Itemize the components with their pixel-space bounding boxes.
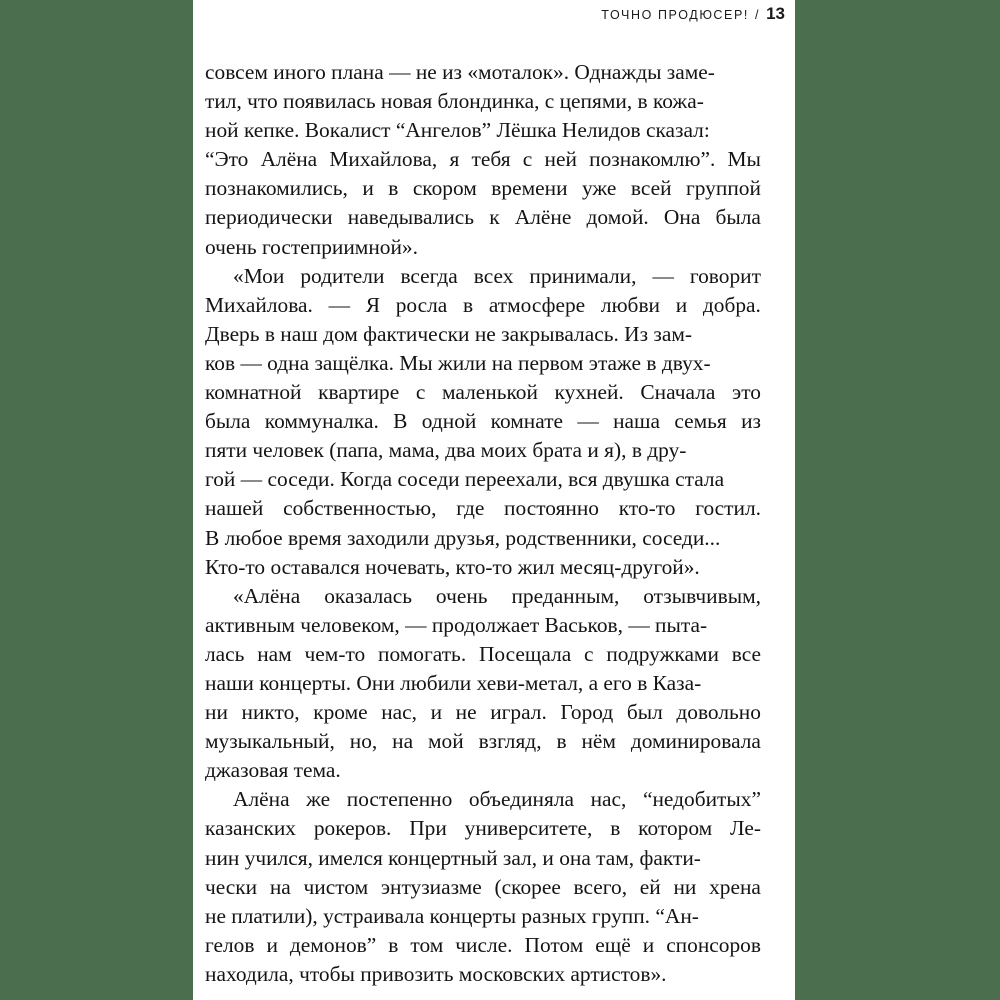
text-word: в bbox=[463, 292, 474, 317]
text-word: кто-то bbox=[618, 496, 676, 521]
text-word: времени bbox=[491, 176, 568, 201]
text-word: «Мои bbox=[233, 263, 285, 288]
text-word: родители bbox=[300, 263, 385, 288]
text-word: постепенно bbox=[346, 787, 453, 812]
text-word: Она bbox=[663, 205, 701, 230]
text-line: активным человеком, — продолжает Васьков, — пыта- bbox=[205, 612, 708, 637]
text-line: тил, что появилась новая блондинка, с цепями, в кожа- bbox=[205, 89, 704, 114]
text-word: демонов” bbox=[289, 932, 377, 957]
text-word: Мы bbox=[727, 147, 761, 172]
text-word: котором bbox=[638, 816, 713, 841]
text-word: с bbox=[584, 641, 594, 666]
text-word: При bbox=[409, 816, 447, 841]
text-word: познакомлю”. bbox=[589, 147, 716, 172]
text-word: в bbox=[556, 729, 567, 754]
text-word: одной bbox=[421, 409, 477, 434]
text-word: это bbox=[732, 380, 761, 405]
text-line: нин учился, имелся концертный зал, и она там, факти- bbox=[205, 845, 701, 870]
text-word: ней bbox=[544, 147, 577, 172]
text-line: находила, чтобы привозить московских артистов». bbox=[205, 961, 667, 986]
text-line bbox=[205, 494, 761, 523]
text-line bbox=[233, 785, 761, 814]
text-word: всегда bbox=[400, 263, 458, 288]
text-word: говорит bbox=[689, 263, 761, 288]
text-word: чистом bbox=[303, 874, 369, 899]
running-head-title: ТОЧНО ПРОДЮСЕР! bbox=[601, 8, 749, 22]
text-line bbox=[205, 931, 761, 960]
text-word: постоянно bbox=[504, 496, 599, 521]
text-word: отзывчивым, bbox=[643, 583, 761, 608]
text-word: нам bbox=[257, 641, 292, 666]
text-line bbox=[205, 814, 761, 843]
text-word: Алёна bbox=[233, 787, 290, 812]
text-word: добра. bbox=[702, 292, 761, 317]
text-word: росла bbox=[395, 292, 448, 317]
text-word: мой bbox=[427, 729, 464, 754]
body-text bbox=[205, 58, 761, 989]
text-word: периодически bbox=[205, 205, 333, 230]
text-word: — bbox=[328, 292, 350, 317]
text-word: спонсоров bbox=[666, 932, 761, 957]
text-word: и bbox=[642, 932, 655, 957]
text-line bbox=[205, 174, 761, 203]
text-line: наши концерты. Они любили хеви-метал, а его в Каза- bbox=[205, 670, 702, 695]
text-word: “недобитых” bbox=[642, 787, 761, 812]
text-line bbox=[205, 203, 761, 232]
text-line: ной кепке. Вокалист “Ангелов” Лёшка Нелидов сказал: bbox=[205, 118, 710, 143]
text-word: в bbox=[388, 932, 399, 957]
text-word: преданным, bbox=[511, 583, 620, 608]
text-word: Потом bbox=[524, 932, 584, 957]
text-word: ей bbox=[639, 874, 661, 899]
text-word: никто, bbox=[241, 700, 300, 725]
text-word: “Это bbox=[205, 147, 249, 172]
text-word: тебя bbox=[471, 147, 511, 172]
text-word: была bbox=[715, 205, 761, 230]
text-word: оказалась bbox=[324, 583, 412, 608]
text-word: Ле- bbox=[729, 816, 761, 841]
text-word: уже bbox=[581, 176, 617, 201]
text-word: нас, bbox=[381, 700, 418, 725]
text-word: семья bbox=[674, 409, 727, 434]
text-word: любви bbox=[600, 292, 660, 317]
text-word: Михайлова, bbox=[329, 147, 438, 172]
text-word: чем-то bbox=[304, 641, 366, 666]
text-word: и bbox=[430, 700, 443, 725]
text-word: и bbox=[266, 932, 278, 957]
text-word: Михайлова. bbox=[205, 292, 313, 317]
text-word: я bbox=[449, 147, 460, 172]
text-line bbox=[205, 698, 761, 727]
text-word: все bbox=[731, 641, 761, 666]
text-word: (скорее bbox=[494, 874, 561, 899]
text-word: подружками bbox=[606, 641, 719, 666]
text-line: совсем иного плана — не из «моталок». Однажды заме- bbox=[205, 60, 715, 84]
text-word: и bbox=[362, 176, 374, 201]
text-word: ни bbox=[205, 700, 228, 725]
text-word: ни bbox=[673, 874, 697, 899]
text-line: ков — одна защёлка. Мы жили на первом этаже в двух- bbox=[205, 350, 711, 375]
text-word: кроме bbox=[313, 700, 368, 725]
text-word: была bbox=[205, 409, 251, 434]
text-word: наша bbox=[613, 409, 661, 434]
text-line bbox=[205, 873, 761, 902]
text-word: помогать. bbox=[378, 641, 467, 666]
text-word: Я bbox=[365, 292, 380, 317]
text-word: к bbox=[489, 205, 500, 230]
text-word: в bbox=[388, 176, 399, 201]
text-word: скором bbox=[412, 176, 477, 201]
text-word: очень bbox=[435, 583, 488, 608]
text-word: нас, bbox=[590, 787, 627, 812]
text-word: числе. bbox=[455, 932, 513, 957]
text-line bbox=[205, 291, 761, 320]
text-word: маленькой bbox=[442, 380, 538, 405]
text-word: познакомились, bbox=[205, 176, 348, 201]
text-word: играл. bbox=[490, 700, 547, 725]
text-word: взгляд, bbox=[478, 729, 542, 754]
text-word: доминировала bbox=[630, 729, 761, 754]
text-line bbox=[233, 262, 761, 291]
text-word: гостил. bbox=[695, 496, 761, 521]
text-line bbox=[233, 582, 761, 611]
text-line: не платили), устраивала концерты разных групп. “Ан- bbox=[205, 903, 699, 928]
text-word: казанских bbox=[205, 816, 296, 841]
text-word: нашей bbox=[205, 496, 264, 521]
text-word: «Алёна bbox=[233, 583, 301, 608]
text-word: на bbox=[392, 729, 414, 754]
text-line: гой — соседи. Когда соседи переехали, вся двушка стала bbox=[205, 467, 725, 492]
running-head bbox=[601, 4, 785, 24]
text-line: очень гостеприимной». bbox=[205, 234, 418, 259]
text-word: с bbox=[522, 147, 533, 172]
text-word: том bbox=[410, 932, 444, 957]
text-word: квартире bbox=[318, 380, 400, 405]
text-word: всего, bbox=[573, 874, 628, 899]
text-word: наведывались bbox=[347, 205, 475, 230]
running-head-separator: / bbox=[755, 8, 761, 22]
text-line: Дверь в наш дом фактически не закрывалась. Из зам- bbox=[205, 321, 693, 346]
text-word: лась bbox=[205, 641, 245, 666]
text-line bbox=[205, 640, 761, 669]
text-word: коммуналка. bbox=[264, 409, 379, 434]
text-line: джазовая тема. bbox=[205, 758, 341, 783]
text-word: Город bbox=[560, 700, 614, 725]
text-word: из bbox=[741, 409, 761, 434]
text-word: гелов bbox=[205, 932, 255, 957]
text-word: собственностью, bbox=[283, 496, 437, 521]
text-line bbox=[205, 727, 761, 756]
text-word: — bbox=[577, 409, 599, 434]
text-word: и bbox=[675, 292, 688, 317]
text-word: не bbox=[455, 700, 477, 725]
text-word: Сначала bbox=[640, 380, 716, 405]
text-word: всех bbox=[473, 263, 514, 288]
text-word: комнатной bbox=[205, 380, 302, 405]
text-line: В любое время заходили друзья, родственники, соседи... bbox=[205, 525, 721, 550]
text-word: Посещала bbox=[478, 641, 572, 666]
text-word: был bbox=[626, 700, 663, 725]
text-word: чески bbox=[205, 874, 258, 899]
text-line bbox=[205, 407, 761, 436]
text-word: комнате bbox=[490, 409, 564, 434]
page-number: 13 bbox=[766, 4, 785, 23]
text-word: энтузиазме bbox=[380, 874, 482, 899]
text-word: кухней. bbox=[554, 380, 624, 405]
text-word: — bbox=[652, 263, 674, 288]
text-word: Алёна bbox=[260, 147, 318, 172]
text-word: домой. bbox=[586, 205, 649, 230]
text-word: атмосфере bbox=[488, 292, 586, 317]
text-word: В bbox=[393, 409, 408, 434]
text-word: всей bbox=[630, 176, 672, 201]
text-word: музыкальный, bbox=[205, 729, 335, 754]
text-word: Алёне bbox=[514, 205, 572, 230]
text-word: принимали, bbox=[529, 263, 637, 288]
text-word: университете, bbox=[464, 816, 593, 841]
text-word: на bbox=[269, 874, 291, 899]
text-word: рокеров. bbox=[313, 816, 392, 841]
text-word: нём bbox=[581, 729, 616, 754]
text-word: с bbox=[415, 380, 426, 405]
text-line: пяти человек (папа, мама, два моих брата и я), в дру- bbox=[205, 438, 687, 463]
text-line bbox=[205, 145, 761, 174]
text-line bbox=[205, 378, 761, 407]
text-word: где bbox=[456, 496, 485, 521]
text-line: Кто-то оставался ночевать, кто-то жил месяц-другой». bbox=[205, 554, 700, 579]
text-word: ещё bbox=[595, 932, 631, 957]
text-word: хрена bbox=[709, 874, 761, 899]
text-word: же bbox=[306, 787, 331, 812]
text-word: объединяла bbox=[468, 787, 574, 812]
text-word: но, bbox=[349, 729, 378, 754]
text-word: довольно bbox=[676, 700, 761, 725]
text-word: группой bbox=[686, 176, 761, 201]
text-word: в bbox=[610, 816, 621, 841]
book-page bbox=[193, 0, 795, 1000]
